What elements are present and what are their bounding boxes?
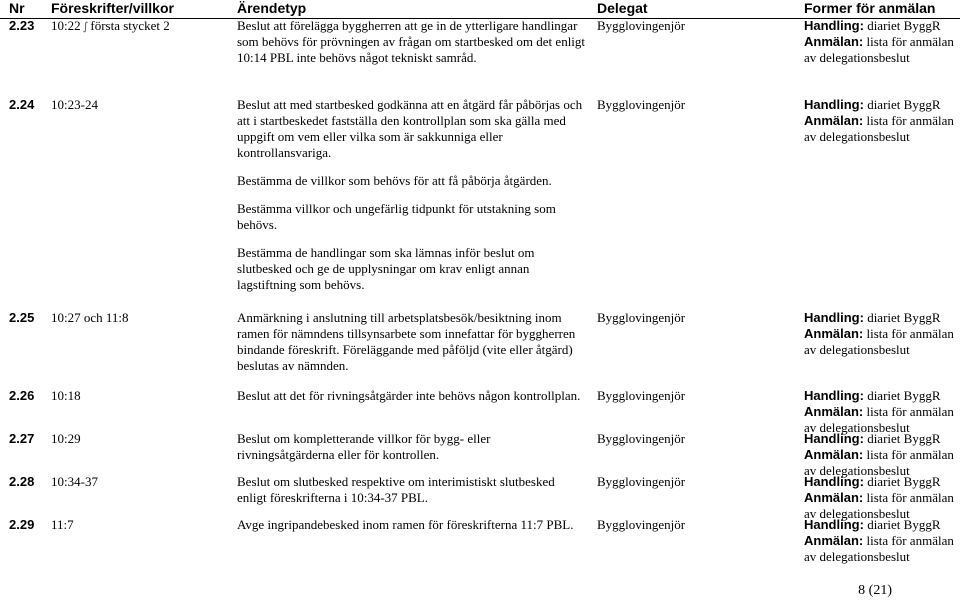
form-suffix: av delegationsbeslut [804, 342, 910, 357]
handling-label: Handling: [804, 517, 864, 532]
form-suffix: av delegationsbeslut [804, 129, 910, 144]
handling-text: diariet ByggR [867, 517, 941, 532]
row-case-type [237, 517, 587, 545]
anmalan-text: lista för anmälan [866, 490, 954, 505]
row-form [804, 474, 960, 522]
row-form [804, 388, 960, 436]
anmalan-text: lista för anmälan [866, 404, 954, 419]
row-number: 2.26 [9, 388, 35, 403]
handling-label: Handling: [804, 310, 864, 325]
row-reference: 10:23-24 [51, 97, 98, 112]
handling-label: Handling: [804, 388, 864, 403]
handling-label: Handling: [804, 474, 864, 489]
form-suffix: av delegationsbeslut [804, 549, 910, 564]
row-case-type [237, 474, 587, 518]
handling-text: diariet ByggR [867, 431, 941, 446]
row-number: 2.28 [9, 474, 35, 489]
row-form [804, 431, 960, 479]
row-reference: 10:34-37 [51, 474, 98, 489]
row-delegate: Bygglovingenjör [597, 310, 686, 325]
anmalan-text: lista för anmälan [866, 113, 954, 128]
case-paragraph: Avge ingripandebesked inom ramen för föreskrifterna 11:7 PBL. [237, 517, 574, 532]
row-reference: 10:29 [51, 431, 81, 446]
form-suffix: av delegationsbeslut [804, 463, 910, 478]
row-case-type [237, 97, 587, 305]
ref-part: första stycket 2 [90, 18, 170, 33]
anmalan-label: Anmälan: [804, 404, 864, 419]
header-nr: Nr [9, 0, 25, 16]
row-delegate: Bygglovingenjör [597, 474, 686, 489]
handling-label: Handling: [804, 431, 864, 446]
paragraph-mark-icon: ∫ [82, 20, 89, 33]
form-suffix: av delegationsbeslut [804, 506, 910, 521]
row-number: 2.25 [9, 310, 35, 325]
row-form [804, 517, 960, 565]
row-number: 2.23 [9, 18, 35, 33]
row-case-type [237, 431, 587, 475]
ref-part: 10:22 [51, 18, 81, 33]
case-paragraph: Beslut att det för rivningsåtgärder inte behövs någon kontrollplan. [237, 388, 581, 403]
anmalan-text: lista för anmälan [866, 326, 954, 341]
header-delegate: Delegat [597, 0, 648, 16]
row-case-type [237, 310, 587, 386]
row-form [804, 97, 960, 145]
row-delegate: Bygglovingenjör [597, 97, 686, 112]
handling-label: Handling: [804, 97, 864, 112]
row-delegate: Bygglovingenjör [597, 388, 686, 403]
anmalan-label: Anmälan: [804, 113, 864, 128]
case-paragraph: Beslut om slutbesked respektive om interimistiskt slutbesked enligt föreskrifterna i 10:34-37 PBL. [237, 474, 555, 505]
form-suffix: av delegationsbeslut [804, 50, 910, 65]
case-paragraph: Beslut att förelägga byggherren att ge in de ytterligare handlingar som behövs för prövningen av frågan om startbesked om det enligt 10:14 PBL inte behövs något tekniskt samråd. [237, 18, 586, 65]
header-form: Former för anmälan [804, 0, 936, 16]
row-number: 2.29 [9, 517, 35, 532]
header-type: Ärendetyp [237, 0, 307, 16]
row-reference [51, 18, 231, 35]
row-number: 2.27 [9, 431, 35, 446]
anmalan-label: Anmälan: [804, 447, 864, 462]
case-paragraph: Bestämma de handlingar som ska lämnas inför beslut om slutbesked och ge de upplysningar om krav enligt annan lagstiftning som behövs. [237, 245, 535, 292]
anmalan-text: lista för anmälan [866, 447, 954, 462]
row-form [804, 310, 960, 358]
table-header [0, 0, 960, 19]
row-case-type [237, 388, 587, 416]
handling-label: Handling: [804, 18, 864, 33]
row-delegate: Bygglovingenjör [597, 431, 686, 446]
case-paragraph: Beslut att med startbesked godkänna att en åtgärd får påbörjas och att i startbeskedet fastställa den kontrollplan som ska gälla med uppgift om vem eller vilka som är sakkunniga eller kontrollansvariga. [237, 97, 583, 160]
handling-text: diariet ByggR [867, 18, 941, 33]
row-reference: 10:18 [51, 388, 81, 403]
row-case-type [237, 18, 587, 78]
form-suffix: av delegationsbeslut [804, 420, 910, 435]
row-number: 2.24 [9, 97, 35, 112]
header-ref: Föreskrifter/villkor [51, 0, 174, 16]
case-paragraph: Anmärkning i anslutning till arbetsplatsbesök/besiktning inom ramen för nämndens tillsynsarbete som innefattar för byggherren bindande föreskrift. Föreläggande med påföljd (vite eller åtgärd) beslutas av nämnden. [237, 310, 576, 373]
handling-text: diariet ByggR [867, 474, 941, 489]
anmalan-text: lista för anmälan [866, 533, 954, 548]
case-paragraph: Beslut om kompletterande villkor för bygg- eller rivningsåtgärderna eller för kontrollen. [237, 431, 491, 462]
row-reference: 10:27 och 11:8 [51, 310, 129, 325]
case-paragraph: Bestämma de villkor som behövs för att få påbörja åtgärden. [237, 173, 552, 188]
handling-text: diariet ByggR [867, 310, 941, 325]
row-delegate: Bygglovingenjör [597, 517, 686, 532]
anmalan-text: lista för anmälan [866, 34, 954, 49]
row-form [804, 18, 960, 66]
case-paragraph: Bestämma villkor och ungefärlig tidpunkt för utstakning som behövs. [237, 201, 556, 232]
anmalan-label: Anmälan: [804, 34, 864, 49]
row-delegate: Bygglovingenjör [597, 18, 686, 33]
anmalan-label: Anmälan: [804, 490, 864, 505]
handling-text: diariet ByggR [867, 97, 941, 112]
page-number: 8 (21) [858, 583, 892, 598]
row-reference: 11:7 [51, 517, 74, 532]
anmalan-label: Anmälan: [804, 326, 864, 341]
handling-text: diariet ByggR [867, 388, 941, 403]
anmalan-label: Anmälan: [804, 533, 864, 548]
